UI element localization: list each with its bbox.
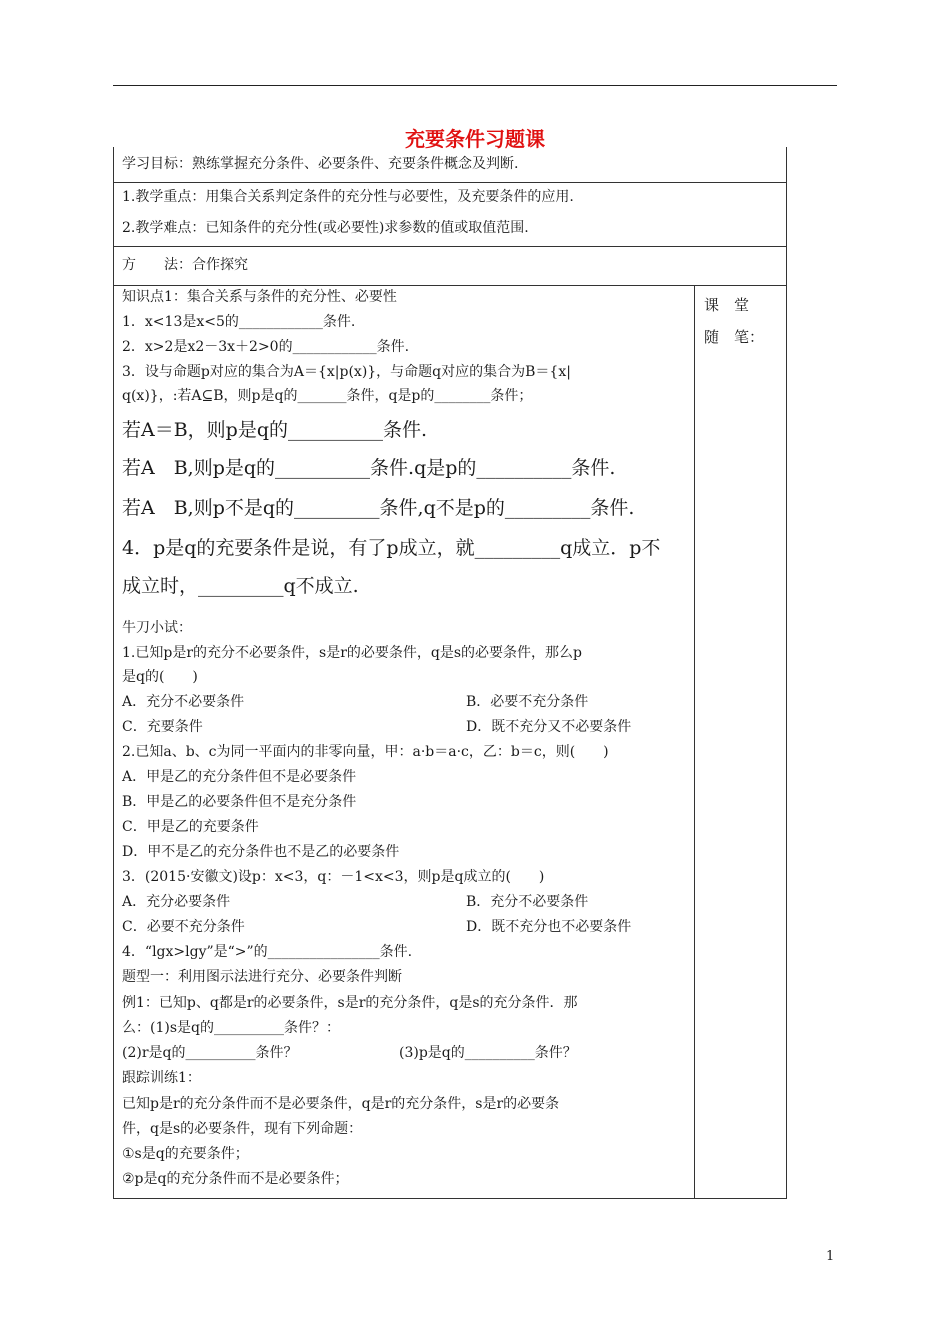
text-line: 成立时，_________q不成立. [122,575,359,597]
text-line: q(x)}，:若A⊆B，则p是q的_______条件，q是p的________条件； [122,388,533,404]
page-number: 1 [826,1249,835,1264]
question: 2.已知a、b、c为同一平面内的非零向量，甲：a·b＝a·c，乙：b＝c，则( ) [122,744,609,760]
option: C．充要条件 [122,719,203,735]
example: (3)p是q的__________条件？ [399,1045,577,1061]
text-line: 1．x<13是x<5的____________条件. [122,314,356,330]
column-divider [694,285,695,1198]
section-heading: 题型一：利用图示法进行充分、必要条件判断 [122,969,402,985]
option: C．必要不充分条件 [122,919,245,935]
question: 3．(2015·安徽文)设p：x<3，q：－1<x<3，则p是q成立的( ) [122,869,545,885]
method-text: 方 法：合作探究 [122,257,248,273]
difficulty-text: 2.教学难点：已知条件的充分性(或必要性)求参数的值或取值范围. [122,220,529,236]
section-heading: 跟踪训练1： [122,1070,201,1086]
option: A．甲是乙的充分条件但不是必要条件 [122,769,357,785]
objective-row [114,147,786,183]
text-line: 若A＝B，则p是q的__________条件. [122,419,428,441]
question: 1.已知p是r的充分不必要条件，s是r的必要条件，q是s的必要条件，那么p [122,645,582,661]
text-line: 4．p是q的充要条件是说，有了p成立，就_________q成立．p不 [122,537,661,559]
section-heading: 牛刀小试： [122,620,192,636]
key-point-text: 1.教学重点：用集合关系判定条件的充分性与必要性，及充要条件的应用. [122,189,574,205]
exercise: ②p是q的充分条件而不是必要条件； [122,1171,349,1187]
option: D．既不充分又不必要条件 [466,719,632,735]
exercise: 件，q是s的必要条件，现有下列命题： [122,1121,363,1137]
option: C．甲是乙的充要条件 [122,819,259,835]
text-line: 2．x>2是x2－3x＋2>0的____________条件. [122,339,410,355]
page-title: 充要条件习题课 [405,127,545,151]
text-line: 若A B,则p不是q的_________条件,q不是p的_________条件. [122,497,635,519]
question: 4．“lgx>lgy”是“>”的________________条件. [122,944,413,960]
top-rule [113,85,837,86]
option: A．充分不必要条件 [122,694,245,710]
option: D．甲不是乙的充分条件也不是乙的必要条件 [122,844,400,860]
objective-text: 学习目标：熟练掌握充分条件、必要条件、充要条件概念及判断. [122,156,519,172]
text-line: 3．设与命题p对应的集合为A＝{x|p(x)}，与命题q对应的集合为B＝{x| [122,364,571,380]
lesson-table [113,147,787,1199]
side-note: 课 堂 随 笔： [704,296,765,346]
exercise: ①s是q的充要条件； [122,1146,249,1162]
option: B．甲是乙的必要条件但不是充分条件 [122,794,357,810]
option: A．充分必要条件 [122,894,231,910]
text-line: 若A B,则p是q的__________条件.q是p的__________条件. [122,457,616,479]
question: 是q的( ) [122,669,198,685]
example: 么：(1)s是q的__________条件？： [122,1020,340,1036]
knowledge-heading: 知识点1：集合关系与条件的充分性、必要性 [122,289,397,305]
example: (2)r是q的__________条件？ [122,1045,298,1061]
option: D．既不充分也不必要条件 [466,919,632,935]
exercise: 已知p是r的充分条件而不是必要条件，q是r的充分条件，s是r的必要条 [122,1096,560,1112]
method-row [114,246,786,286]
option: B．必要不充分条件 [466,694,589,710]
option: B．充分不必要条件 [466,894,589,910]
example: 例1：已知p、q都是r的必要条件，s是r的充分条件，q是s的充分条件．那 [122,995,578,1011]
key-points-row [114,182,786,247]
